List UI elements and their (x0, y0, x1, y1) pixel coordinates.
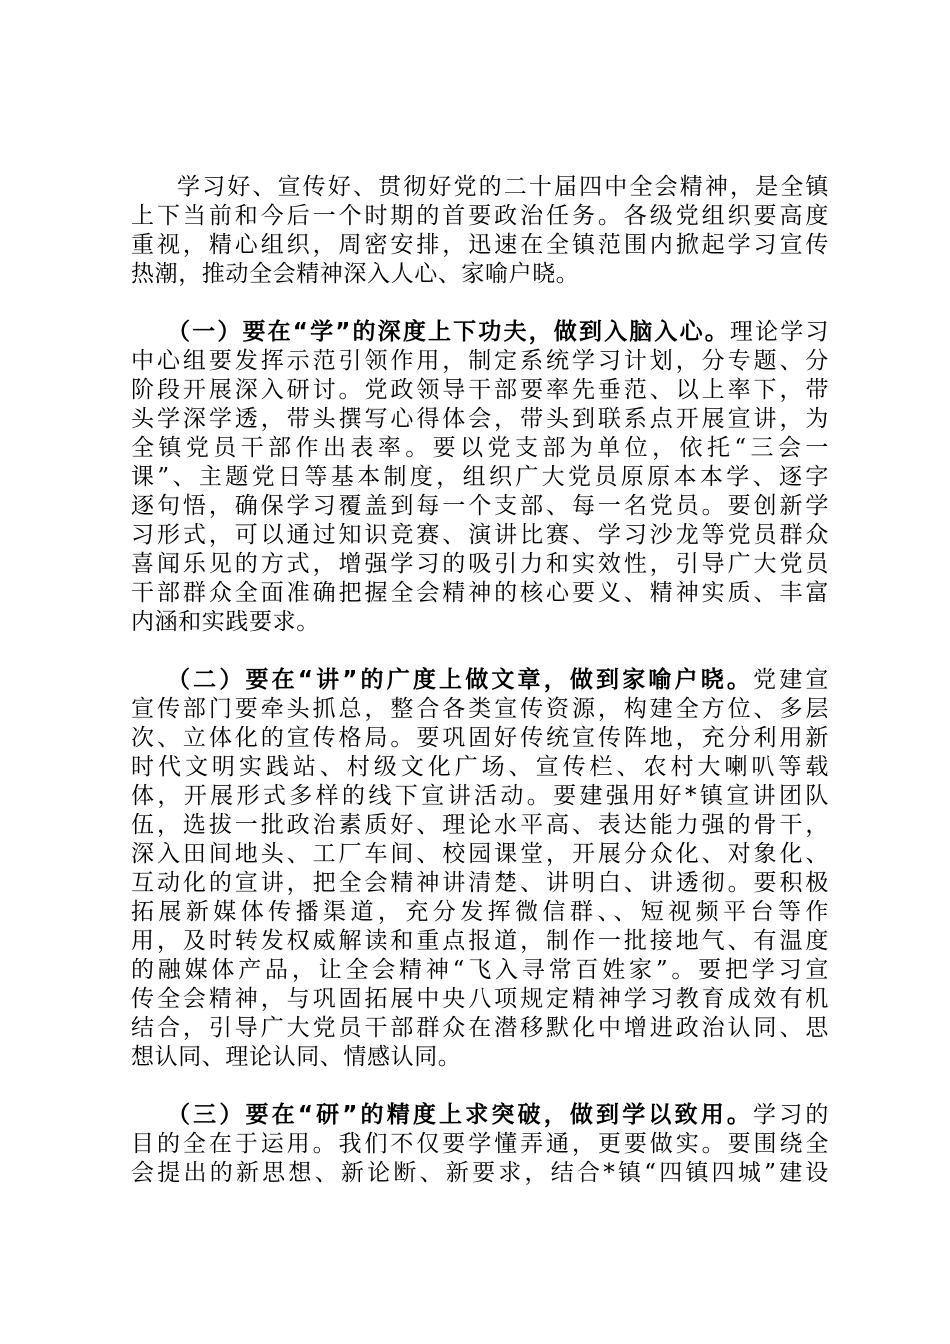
text-line: 伍，选拔一批政治素质好、理论水平高、表达能力强的骨干， (131, 812, 829, 838)
document-page (131, 173, 829, 1188)
paragraph-publicize (131, 666, 829, 1072)
text-fragment: 党建宣 (753, 667, 829, 693)
text-fragment: 理论学习 (729, 319, 829, 345)
text-line: 会提出的新思想、新论断、新要求，结合*镇“四镇四城”建设 (131, 1160, 829, 1186)
section-heading: （二）要在“讲”的广度上做文章，做到家喻户晓。 (167, 667, 754, 693)
text-line: 课”、主题党日等基本制度，组织广大党员原原本本学、逐字 (131, 464, 829, 490)
text-line: 热潮，推动全会精神深入人心、家喻户晓。 (131, 261, 580, 287)
text-line: 中心组要发挥示范引领作用，制定系统学习计划，分专题、分 (131, 348, 829, 374)
text-line: 用，及时转发权威解读和重点报道，制作一批接地气、有温度 (131, 928, 829, 954)
text-line: 时代文明实践站、村级文化广场、宣传栏、农村大喇叭等载 (131, 754, 829, 780)
text-line: 阶段开展深入研讨。党政领导干部要率先垂范、以上率下，带 (131, 377, 829, 403)
text-line: 传全会精神，与巩固拓展中央八项规定精神学习教育成效有机 (131, 986, 829, 1012)
text-line: 逐句悟，确保学习覆盖到每一个支部、每一名党员。要创新学 (131, 493, 829, 519)
text-line: 干部群众全面准确把握全会精神的核心要义、精神实质、丰富 (131, 580, 829, 606)
text-line: 全镇党员干部作出表率。要以党支部为单位，依托“三会一 (131, 435, 829, 461)
text-line: 内涵和实践要求。 (131, 609, 320, 635)
text-line (131, 1101, 829, 1130)
section-heading: （三）要在“研”的精度上求突破，做到学以致用。 (167, 1102, 754, 1128)
text-line: 次、立体化的宣传格局。要巩固好传统宣传阵地，充分利用新 (131, 725, 829, 751)
section-heading: （一）要在“学”的深度上下功夫，做到入脑入心。 (167, 319, 730, 345)
text-line: 体，开展形式多样的线下宣讲活动。要建强用好*镇宣讲团队 (131, 783, 829, 809)
text-line: 互动化的宣讲，把全会精神讲清楚、讲明白、讲透彻。要积极 (131, 870, 829, 896)
text-line: 习形式，可以通过知识竞赛、演讲比赛、学习沙龙等党员群众 (131, 522, 829, 548)
text-line: 结合，引导广大党员干部群众在潜移默化中增进政治认同、思 (131, 1015, 829, 1041)
text-line: 深入田间地头、工厂车间、校园课堂，开展分众化、对象化、 (131, 841, 829, 867)
text-line: 想认同、理论认同、情感认同。 (131, 1044, 462, 1070)
paragraph-study (131, 318, 829, 637)
text-line: 拓展新媒体传播渠道，充分发挥微信群、、短视频平台等作 (131, 899, 829, 925)
text-line: 头学深学透，带头撰写心得体会，带头到联系点开展宣讲，为 (131, 406, 829, 432)
text-line: 学习好、宣传好、贯彻好党的二十届四中全会精神，是全镇 (177, 174, 829, 200)
text-line: 目的全在于运用。我们不仅要学懂弄通，更要做实。要围绕全 (131, 1131, 829, 1157)
text-line: 重视，精心组织，周密安排，迅速在全镇范围内掀起学习宣传 (131, 232, 829, 258)
text-fragment: 学习的 (753, 1102, 829, 1128)
paragraph-research (131, 1101, 829, 1188)
paragraph-intro (131, 173, 829, 289)
text-line: 的融媒体产品，让全会精神“飞入寻常百姓家”。要把学习宣 (131, 957, 829, 983)
text-line (131, 666, 829, 695)
text-line: 上下当前和今后一个时期的首要政治任务。各级党组织要高度 (131, 203, 829, 229)
text-line (131, 318, 829, 347)
text-line: 喜闻乐见的方式，增强学习的吸引力和实效性，引导广大党员 (131, 551, 829, 577)
text-line: 宣传部门要牵头抓总，整合各类宣传资源，构建全方位、多层 (131, 696, 829, 722)
